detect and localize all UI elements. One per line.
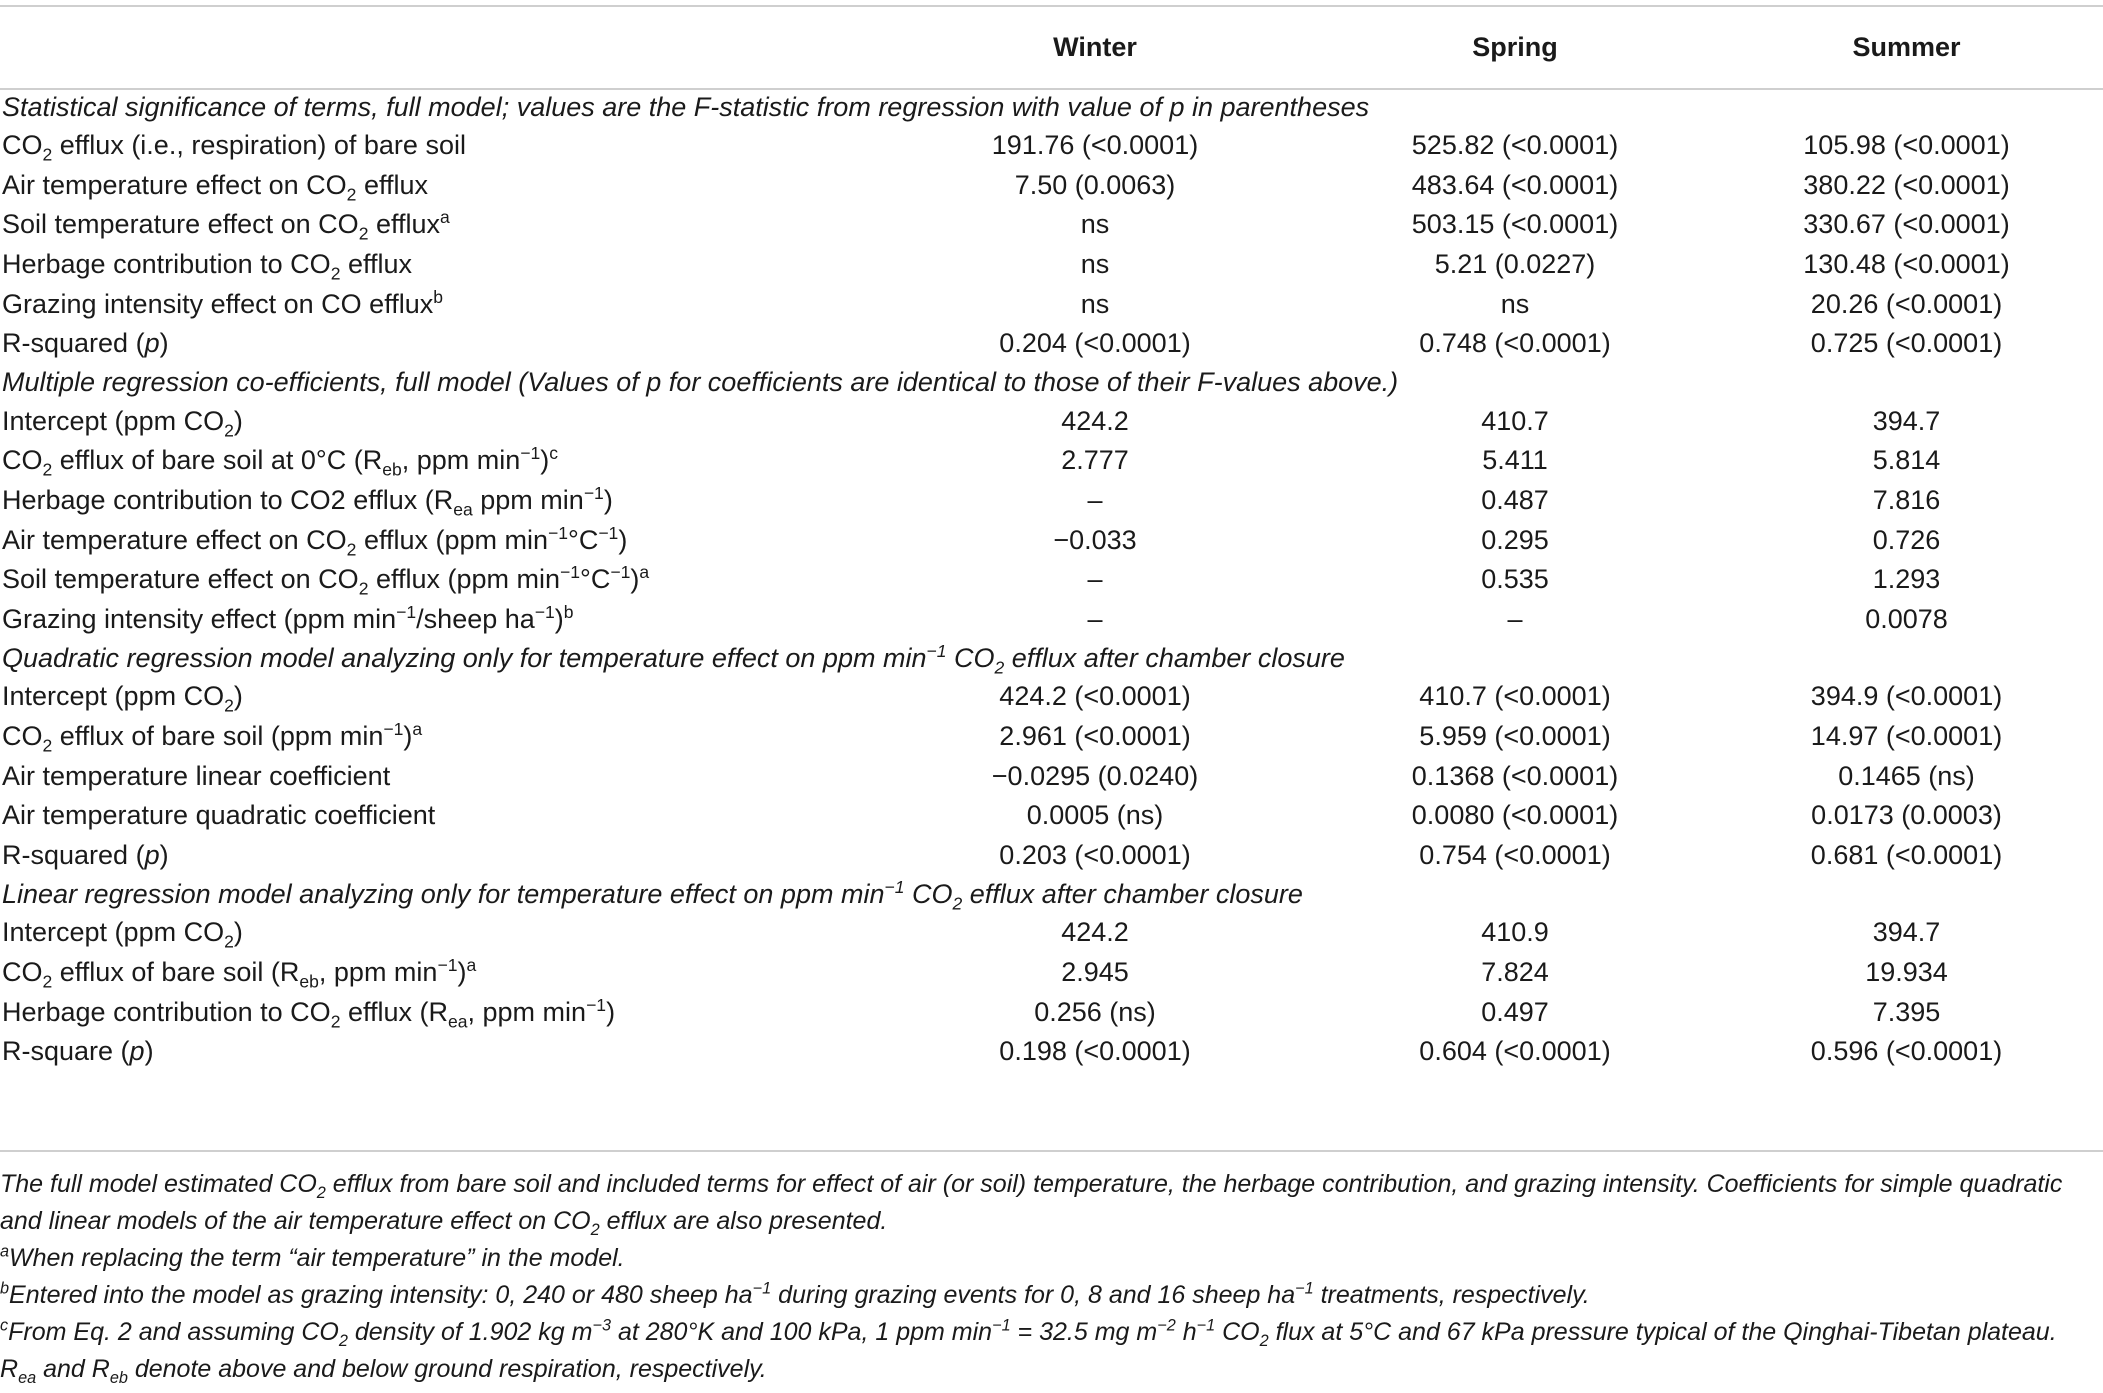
row-label: R-squared (p) — [2, 839, 169, 870]
footnote-c: $^c$From Eq. 2 and assuming $CO_2$ density of 1.902 kg $m^{-3}$ at 280°K and 100 kPa, 1 ppm $\min^{-1} = 32.5$ mg $m^{-2}$ $h^{-1}$ $CO_2$ flux at 5°C and 67 kPa pressure typical of the Qinghai-Tibetan plateau. $R_{ea}$ and $R_{eb}$ denote above and below ground respiration, respectively. — [0, 1316, 2057, 1387]
table-row — [0, 402, 2103, 442]
cell-summer: 105.98 (<0.0001) — [1803, 130, 2010, 161]
row-label: $CO_2$ efflux of bare soil at 0°C ($R_{eb}$, ppm $\min^{-1})^c$ — [2, 443, 559, 480]
table-row — [0, 520, 2103, 560]
row-label: Soil temperature effect on $CO_2$ efflux$^a$ — [2, 207, 450, 244]
table-row — [0, 1032, 2103, 1072]
cell-winter: – — [1087, 564, 1103, 595]
cell-spring: 503.15 (<0.0001) — [1411, 209, 1619, 240]
table-row — [0, 284, 2103, 324]
cell-spring: 410.7 (<0.0001) — [1419, 681, 1611, 712]
cell-summer: 7.816 — [1872, 485, 1941, 516]
table-row — [0, 756, 2103, 796]
row-label: Air temperature effect on $CO_2$ efflux (ppm $\min^{-1}^\circ C^{-1}$) — [2, 522, 628, 560]
section-heading-text: Statistical significance of terms, full model; values are the F-statistic from regression with value of p in parentheses — [2, 91, 1370, 122]
table-row — [0, 166, 2103, 206]
cell-summer: 5.814 — [1872, 445, 1941, 476]
cell-summer: 14.97 (<0.0001) — [1810, 721, 2003, 752]
cell-winter: 2.961 (<0.0001) — [999, 721, 1191, 752]
cell-winter: 0.256 (ns) — [1034, 996, 1156, 1027]
cell-winter: 0.203 (<0.0001) — [999, 839, 1191, 870]
table-row — [0, 677, 2103, 717]
cell-summer: 1.293 — [1872, 564, 1941, 595]
row-label: Intercept (ppm $CO_2$) — [2, 917, 243, 952]
row-label: Intercept (ppm $CO_2$) — [2, 681, 243, 716]
cell-winter: ns — [1080, 209, 1110, 240]
row-label: $CO_2$ efflux of bare soil (ppm $\min^{-1})^a$ — [2, 719, 423, 756]
cell-spring: 0.535 — [1481, 564, 1549, 595]
cell-winter: ns — [1080, 249, 1110, 280]
cell-summer: 19.934 — [1865, 956, 1948, 987]
cell-spring: 410.7 — [1481, 405, 1549, 436]
cell-summer: 7.395 — [1872, 996, 1941, 1027]
header-empty — [0, 6, 870, 88]
table-row — [0, 836, 2103, 876]
section-heading-text: Quadratic regression model analyzing only for temperature effect on ppm $\min^{-1} CO_2$ efflux after chamber closure — [2, 640, 1345, 678]
cell-spring: 410.9 — [1481, 917, 1549, 948]
table-row — [0, 796, 2103, 836]
header-summer: Summer — [1852, 31, 1961, 62]
cell-summer: 394.9 (<0.0001) — [1810, 681, 2003, 712]
row-label: $CO_2$ efflux (i.e., respiration) of bare soil — [2, 130, 466, 165]
cell-summer: 394.7 — [1872, 405, 1941, 436]
cell-winter: 191.76 (<0.0001) — [991, 130, 1199, 161]
cell-winter: 0.204 (<0.0001) — [999, 328, 1191, 359]
table-row — [0, 245, 2103, 285]
cell-spring: 0.0080 (<0.0001) — [1411, 800, 1619, 831]
table-row — [0, 560, 2103, 600]
section-heading — [0, 639, 2103, 677]
cell-spring: 0.497 — [1481, 996, 1549, 1027]
cell-winter: 0.198 (<0.0001) — [999, 1036, 1191, 1067]
footnote-a: $^a$When replacing the term “air temperature” in the model. — [0, 1242, 625, 1272]
table-row — [0, 717, 2103, 757]
cell-winter: 7.50 (0.0063) — [1014, 169, 1176, 200]
cell-summer: 0.0173 (0.0003) — [1811, 800, 2002, 831]
table-row — [0, 913, 2103, 953]
cell-spring: 0.754 (<0.0001) — [1419, 839, 1611, 870]
cell-summer: 394.7 — [1872, 917, 1941, 948]
row-label: Grazing intensity effect (ppm $\min^{-1}$/sheep $ha^{-1})^b$ — [2, 601, 574, 634]
table-row — [0, 600, 2103, 640]
cell-spring: ns — [1500, 288, 1530, 319]
row-label: R-square (p) — [2, 1036, 154, 1067]
cell-summer: 0.681 (<0.0001) — [1810, 839, 2003, 870]
table-notes — [0, 1166, 2090, 1388]
cell-summer: 0.726 — [1872, 524, 1941, 555]
cell-summer: 0.0078 — [1865, 603, 1948, 634]
cell-summer: 0.1465 (ns) — [1838, 760, 1975, 791]
section-heading-text: Multiple regression co-efficients, full model (Values of p for coefficients are identical to those of their F-values above.) — [2, 367, 1399, 398]
cell-spring: 0.487 — [1481, 485, 1549, 516]
cell-winter: 2.777 — [1061, 445, 1129, 476]
section-heading — [0, 875, 2103, 913]
cell-spring: 483.64 (<0.0001) — [1411, 169, 1619, 200]
header-spring: Spring — [1472, 31, 1558, 62]
cell-winter: – — [1087, 603, 1103, 634]
row-label: Herbage contribution to $CO_2$ efflux ($R_{ea}$, ppm $\min^{-1}$) — [2, 994, 616, 1031]
header-row — [0, 6, 2103, 88]
row-label: Air temperature effect on $CO_2$ efflux — [2, 169, 428, 205]
cell-winter: −0.033 — [1053, 524, 1137, 555]
table-row — [0, 953, 2103, 993]
cell-spring: 0.604 (<0.0001) — [1419, 1036, 1611, 1067]
cell-spring: 525.82 (<0.0001) — [1411, 130, 1619, 161]
row-label: $CO_2$ efflux of bare soil ($R_{eb}$, ppm $\min^{-1})^a$ — [2, 954, 477, 992]
cell-winter: 424.2 (<0.0001) — [999, 681, 1191, 712]
cell-spring: – — [1507, 603, 1523, 634]
header-winter: Winter — [1053, 31, 1137, 62]
table-row — [0, 481, 2103, 521]
section-heading — [0, 364, 2103, 402]
row-label: Grazing intensity effect on CO efflux$^b$ — [2, 286, 443, 319]
table-row — [0, 324, 2103, 364]
table-row — [0, 205, 2103, 245]
footnote-b: $^b$Entered into the model as grazing intensity: 0, 240 or 480 sheep $ha^{-1}$ during grazing events for 0, 8 and 16 sheep $ha^{-1}$ treatments, respectively. — [0, 1279, 1590, 1309]
row-label: R-squared (p) — [2, 328, 169, 359]
cell-spring: 0.748 (<0.0001) — [1419, 328, 1611, 359]
cell-winter: ns — [1080, 288, 1110, 319]
cell-winter: 424.2 — [1061, 405, 1129, 436]
bottom-rule — [0, 1150, 2103, 1152]
row-label: Air temperature linear coefficient — [2, 760, 391, 791]
cell-winter: 0.0005 (ns) — [1026, 800, 1164, 831]
section-heading — [0, 88, 2103, 126]
cell-summer: 380.22 (<0.0001) — [1803, 169, 2010, 200]
cell-summer: 130.48 (<0.0001) — [1803, 249, 2010, 280]
section-heading-text: Linear regression model analyzing only for temperature effect on ppm $\min^{-1} CO_2$ efflux after chamber closure — [2, 876, 1303, 913]
cell-summer: 0.725 (<0.0001) — [1810, 328, 2003, 359]
row-label: Intercept (ppm $CO_2$) — [2, 405, 243, 441]
cell-spring: 5.959 (<0.0001) — [1419, 721, 1611, 752]
cell-winter: – — [1087, 485, 1103, 516]
cell-summer: 0.596 (<0.0001) — [1810, 1036, 2003, 1067]
row-label: Herbage contribution to CO2 efflux ($R_{ea}$ ppm $\min^{-1}$) — [2, 483, 613, 520]
cell-spring: 7.824 — [1481, 956, 1549, 987]
row-label: Air temperature quadratic coefficient — [2, 800, 436, 831]
table-row — [0, 441, 2103, 481]
row-label: Herbage contribution to $CO_2$ efflux — [2, 249, 413, 284]
cell-winter: 424.2 — [1061, 917, 1129, 948]
table-row — [0, 126, 2103, 166]
cell-spring: 0.295 — [1481, 524, 1549, 555]
results-table — [0, 6, 2103, 1071]
cell-spring: 5.411 — [1482, 445, 1548, 476]
cell-winter: 2.945 — [1061, 956, 1129, 987]
cell-summer: 20.26 (<0.0001) — [1810, 288, 2003, 319]
row-label: Soil temperature effect on $CO_2$ efflux (ppm $\min^{-1}^\circ C^{-1})^a$ — [2, 562, 650, 599]
cell-spring: 5.21 (0.0227) — [1434, 249, 1596, 280]
table-row — [0, 992, 2103, 1032]
note-main: The full model estimated $CO_2$ efflux from bare soil and included terms for effect of air (or soil) temperature, the herbage contribution, and grazing intensity. Coefficients for simple quadratic and linear models of the air temperature effect on $CO_2$ efflux are also presented. — [0, 1170, 2063, 1239]
cell-winter: −0.0295 (0.0240) — [991, 760, 1199, 791]
cell-summer: 330.67 (<0.0001) — [1803, 209, 2010, 240]
cell-spring: 0.1368 (<0.0001) — [1411, 760, 1619, 791]
